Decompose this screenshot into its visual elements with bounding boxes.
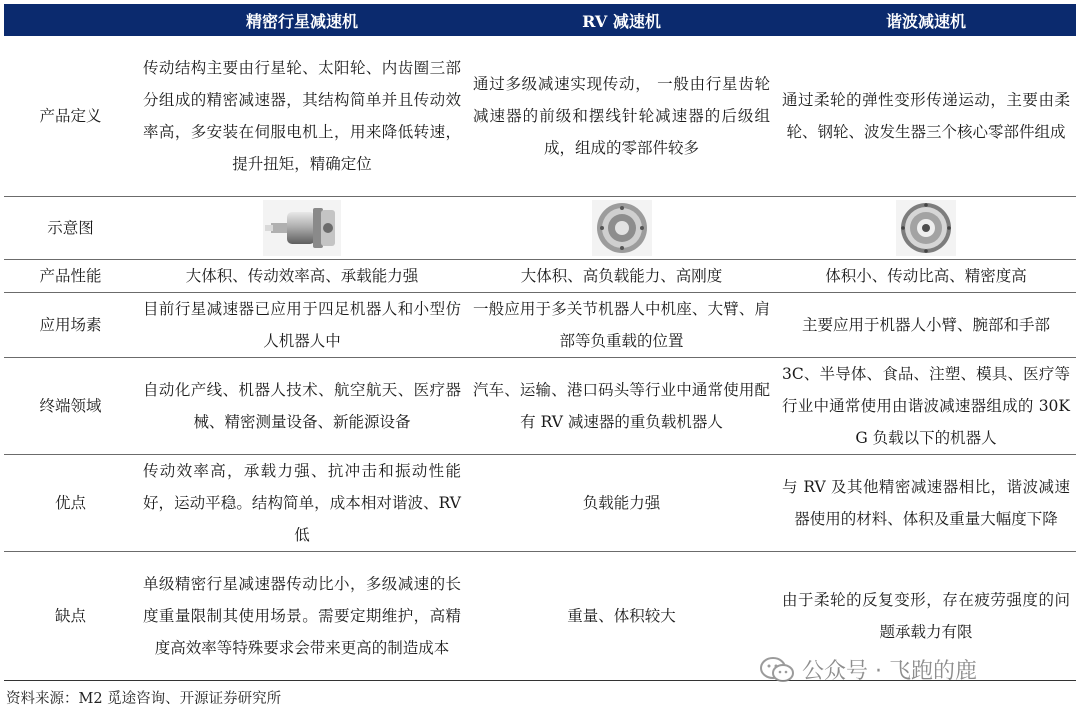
header-planetary: 精密行星减速机 bbox=[137, 4, 467, 36]
cell-planetary: 大体积、传动效率高、承载能力强 bbox=[137, 260, 467, 293]
header-corner bbox=[4, 4, 137, 36]
cell-planetary-image bbox=[137, 197, 467, 260]
row-definition bbox=[4, 36, 1076, 197]
cell-rv: 通过多级减速实现传动， 一般由行星齿轮减速器的前级和摆线针轮减速器的后级组成，组成的零部件较多 bbox=[467, 36, 776, 197]
rv-reducer-image bbox=[592, 200, 652, 256]
cell-rv: 负载能力强 bbox=[467, 455, 776, 552]
row-label: 示意图 bbox=[4, 197, 137, 260]
row-application bbox=[4, 293, 1076, 358]
cell-planetary: 目前行星减速器已应用于四足机器人和小型仿人机器人中 bbox=[137, 293, 467, 358]
row-advantages bbox=[4, 455, 1076, 552]
cell-harmonic: 与 RV 及其他精密减速器相比，谐波减速器使用的材料、体积及重量大幅度下降 bbox=[776, 455, 1076, 552]
row-diagram bbox=[4, 197, 1076, 260]
cell-rv: 汽车、运输、港口码头等行业中通常使用配有 RV 减速器的重负载机器人 bbox=[467, 358, 776, 455]
cell-planetary: 传动效率高，承载力强、抗冲击和振动性能好，运动平稳。结构简单，成本相对谐波、RV 低 bbox=[137, 455, 467, 552]
wechat-icon bbox=[760, 656, 794, 684]
cell-rv-image bbox=[467, 197, 776, 260]
cell-rv: 大体积、高负载能力、高刚度 bbox=[467, 260, 776, 293]
cell-harmonic: 通过柔轮的弹性变形传递运动，主要由柔轮、钢轮、波发生器三个核心零部件组成 bbox=[776, 36, 1076, 197]
watermark-text: 公众号 · 飞跑的鹿 bbox=[802, 659, 977, 684]
cell-rv: 重量、体积较大 bbox=[467, 552, 776, 681]
row-label: 终端领域 bbox=[4, 358, 137, 455]
cell-harmonic: 由于柔轮的反复变形，存在疲劳强度的问题承载力有限 bbox=[776, 552, 1076, 681]
row-terminal-fields bbox=[4, 358, 1076, 455]
row-label: 优点 bbox=[4, 455, 137, 552]
row-label: 缺点 bbox=[4, 552, 137, 681]
header-row bbox=[4, 4, 1076, 36]
cell-harmonic: 3C、半导体、食品、注塑、模具、医疗等行业中通常使用由谐波减速器组成的 30KG 负载以下的机器人 bbox=[776, 358, 1076, 455]
cell-harmonic: 体积小、传动比高、精密度高 bbox=[776, 260, 1076, 293]
cell-planetary: 传动结构主要由行星轮、太阳轮、内齿圈三部分组成的精密减速器，其结构简单并且传动效率高，多安装在伺服电机上，用来降低转速，提升扭矩，精确定位 bbox=[137, 36, 467, 197]
header-rv: RV 减速机 bbox=[467, 4, 776, 36]
cell-harmonic-image bbox=[776, 197, 1076, 260]
row-label: 产品性能 bbox=[4, 260, 137, 293]
planetary-gearbox-image bbox=[263, 200, 341, 256]
header-harmonic: 谐波减速机 bbox=[776, 4, 1076, 36]
cell-harmonic: 主要应用于机器人小臂、腕部和手部 bbox=[776, 293, 1076, 358]
cell-planetary: 自动化产线、机器人技术、航空航天、医疗器械、精密测量设备、新能源设备 bbox=[137, 358, 467, 455]
row-label: 产品定义 bbox=[4, 36, 137, 197]
source-note: 资料来源：M2 觅途咨询、开源证券研究所 bbox=[6, 691, 282, 707]
row-label: 应用场素 bbox=[4, 293, 137, 358]
row-performance bbox=[4, 260, 1076, 293]
watermark bbox=[760, 654, 977, 685]
comparison-table bbox=[4, 4, 1076, 681]
cell-rv: 一般应用于多关节机器人中机座、大臂、肩部等负重载的位置 bbox=[467, 293, 776, 358]
cell-planetary: 单级精密行星减速器传动比小，多级减速的长度重量限制其使用场景。需要定期维护，高精度高效率等特殊要求会带来更高的制造成本 bbox=[137, 552, 467, 681]
harmonic-reducer-image bbox=[896, 200, 956, 256]
